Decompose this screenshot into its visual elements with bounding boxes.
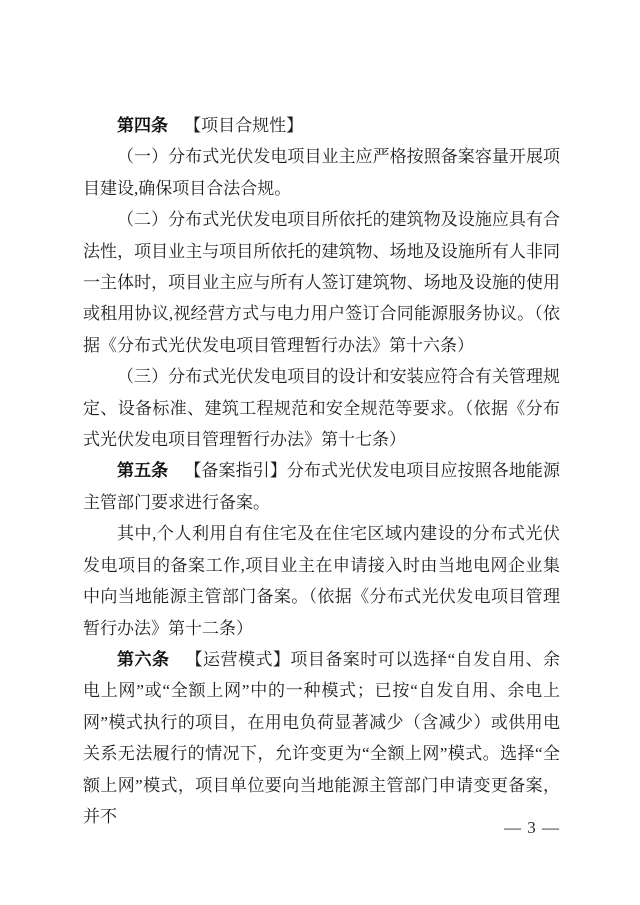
article-6-number: 第六条 — [117, 649, 170, 669]
article-4-title: 【项目合规性】 — [184, 116, 304, 135]
article-6-heading — [83, 644, 560, 832]
article-5-number: 第五条 — [117, 461, 169, 481]
page-number: — 3 — — [504, 818, 560, 837]
article-4-heading — [83, 110, 560, 141]
document-body — [83, 110, 560, 832]
article-4-item-2: （二）分布式光伏发电项目所依托的建筑物及设施应具有合法性，项目业主与项目所依托的建筑物、场地及设施所有人非同一主体时，项目业主应与所有人签订建筑物、场地及设施的使用或租用协议,视经营方式与电力用户签订合同能源服务协议。（依据《分布式光伏发电项目管理暂行办法》第十六条） — [83, 210, 560, 355]
article-4-item-1: （一）分布式光伏发电项目业主应严格按照备案容量开展项目建设,确保项目合法合规。 — [83, 147, 560, 198]
article-6-body: 【运营模式】项目备案时可以选择“自发自用、余电上网”或“全额上网”中的一种模式；已按“自发自用、余电上网”模式执行的项目，在用电负荷显著减少（含减少）或供用电关系无法履行的情况下，允许变更为“全额上网”模式。选择“全额上网”模式，项目单位要向当地能源主管部门申请变更备案，并不 — [83, 649, 561, 826]
article-5-item-1: 其中,个人利用自有住宅及在住宅区域内建设的分布式光伏发电项目的备案工作,项目业主在申请接入时由当地电网企业集中向当地能源主管部门备案。（依据《分布式光伏发电项目管理暂行办法》第十二条） — [83, 524, 560, 638]
article-5-body: 【备案指引】分布式光伏发电项目应按照各地能源主管部门要求进行备案。 — [83, 461, 561, 512]
article-4-number: 第四条 — [117, 116, 168, 135]
page-footer — [504, 818, 560, 838]
article-4-item-3: （三）分布式光伏发电项目的设计和安装应符合有关管理规定、设备标准、建筑工程规范和安全规范等要求。（依据《分布式光伏发电项目管理暂行办法》第十七条） — [83, 367, 560, 450]
article-5-heading — [83, 455, 560, 518]
